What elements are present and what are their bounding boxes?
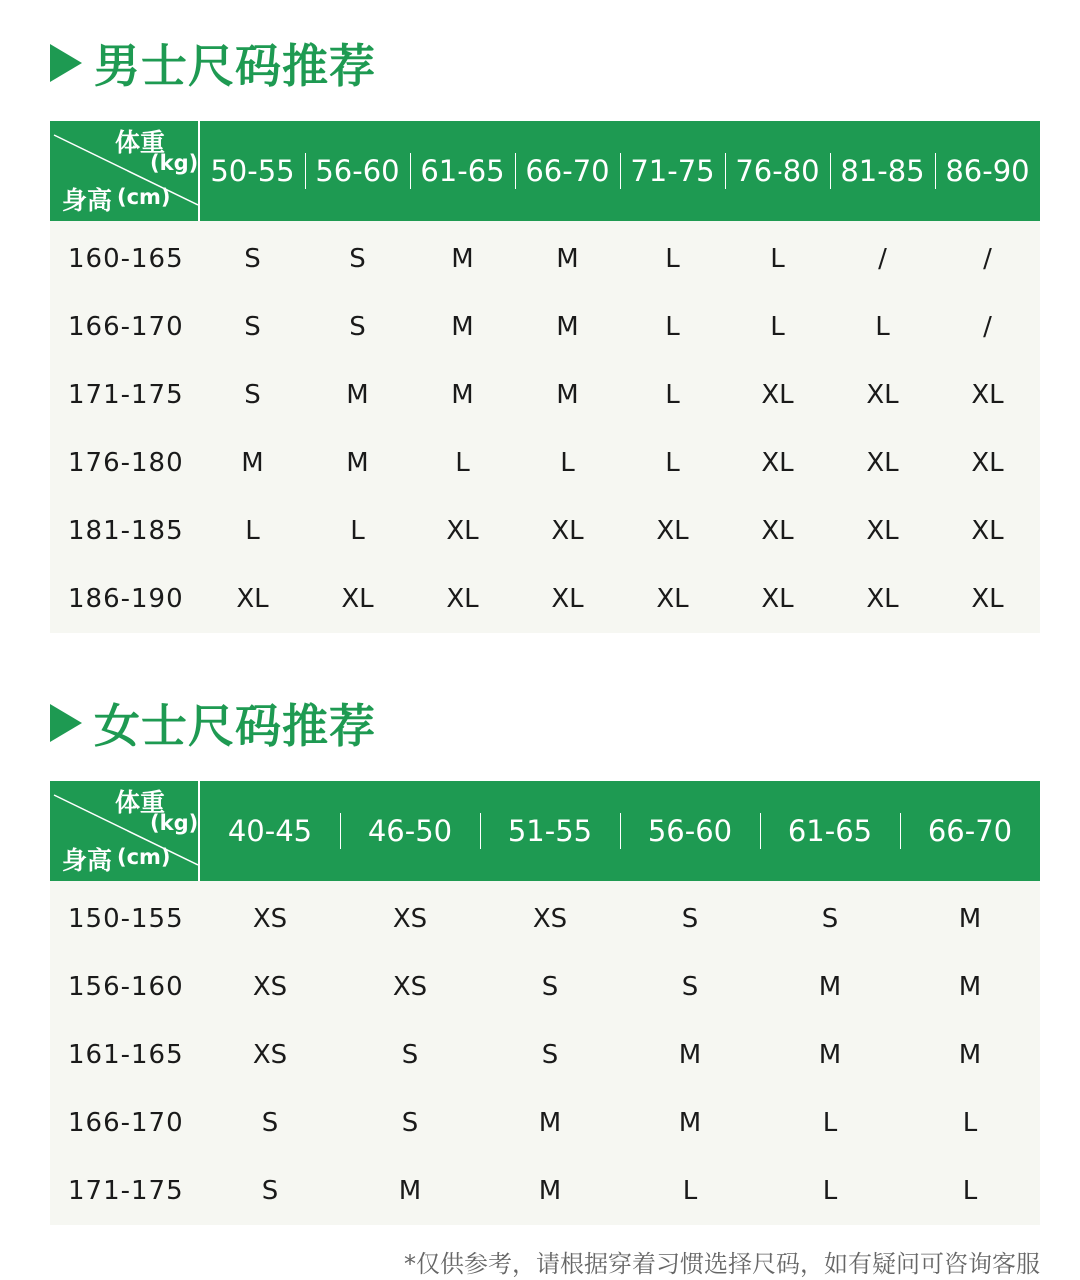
table-row (50, 953, 1040, 1021)
size-cell: XS (392, 904, 428, 934)
size-cell: M (818, 1040, 842, 1070)
men-section-title (50, 33, 376, 93)
weight-unit: (kg) (150, 151, 199, 175)
size-cell: S (541, 1040, 559, 1070)
size-cell: XL (866, 380, 899, 410)
table-row (50, 1157, 1040, 1225)
weight-column-header: 51-55 (480, 814, 620, 848)
weight-column-header: 81-85 (830, 154, 935, 188)
height-range-label: 186-190 (68, 584, 184, 614)
play-triangle-icon (50, 704, 82, 742)
size-cell: M (451, 244, 474, 274)
height-label: 身高 (62, 846, 113, 875)
table-row (50, 885, 1040, 953)
weight-column-header: 40-45 (227, 814, 313, 848)
size-cell: XL (236, 584, 269, 614)
table-row (50, 1089, 1040, 1157)
size-cell: XL (761, 584, 794, 614)
size-cell: S (261, 1176, 279, 1206)
men-title-text: 男士尺码推荐 (94, 39, 376, 93)
play-triangle-icon (50, 44, 82, 82)
row-cells (200, 1176, 1040, 1206)
weight-label: 体重 (115, 788, 166, 817)
size-cell: XS (252, 972, 288, 1002)
size-cell: XL (971, 380, 1004, 410)
size-cell: L (962, 1108, 978, 1138)
size-cell: M (958, 1040, 982, 1070)
weight-unit: (kg) (150, 811, 199, 835)
table-row (50, 225, 1040, 293)
size-cell: L (770, 312, 785, 342)
height-unit: (cm) (117, 185, 171, 209)
height-range-label: 166-170 (68, 1108, 184, 1138)
height-range-label: 156-160 (68, 972, 184, 1002)
size-cell: L (822, 1108, 838, 1138)
table-row (50, 293, 1040, 361)
size-cell: L (665, 244, 680, 274)
table-row (50, 565, 1040, 633)
size-cell: L (875, 312, 890, 342)
size-cell: S (261, 1108, 279, 1138)
size-cell: L (350, 516, 365, 546)
weight-column-header: 61-65 (410, 154, 515, 188)
size-cell: M (556, 380, 579, 410)
size-cell: XL (656, 516, 689, 546)
size-cell: S (821, 904, 839, 934)
height-range-label: 166-170 (68, 312, 184, 342)
size-cell: XL (551, 584, 584, 614)
row-cells (200, 380, 1040, 410)
size-cell: M (556, 312, 579, 342)
row-cells (200, 516, 1040, 546)
size-cell: L (245, 516, 260, 546)
height-range-label: 150-155 (68, 904, 184, 934)
size-cell: S (401, 1108, 419, 1138)
men-table-header (50, 121, 1040, 221)
size-cell: S (541, 972, 559, 1002)
size-cell: M (346, 380, 369, 410)
table-row (50, 1021, 1040, 1089)
row-cells (200, 1108, 1040, 1138)
size-cell: XL (971, 584, 1004, 614)
height-range-label: 161-165 (68, 1040, 184, 1070)
height-range-label: 181-185 (68, 516, 184, 546)
size-cell: / (878, 244, 887, 274)
height-range-label: 171-175 (68, 380, 184, 410)
size-cell: M (346, 448, 369, 478)
size-cell: L (770, 244, 785, 274)
weight-column-header: 46-50 (340, 814, 480, 848)
size-cell: M (556, 244, 579, 274)
table-row (50, 497, 1040, 565)
size-cell: / (983, 244, 992, 274)
height-range-label: 176-180 (68, 448, 184, 478)
size-cell: S (681, 972, 699, 1002)
size-cell: S (401, 1040, 419, 1070)
size-cell: M (818, 972, 842, 1002)
size-cell: M (958, 904, 982, 934)
women-corner-cell (50, 781, 200, 881)
men-weight-columns (200, 121, 1040, 221)
size-cell: L (962, 1176, 978, 1206)
size-cell: XS (252, 1040, 288, 1070)
size-cell: XL (761, 516, 794, 546)
table-row (50, 429, 1040, 497)
size-cell: XL (446, 516, 479, 546)
women-section-title (50, 693, 376, 753)
height-range-label: 171-175 (68, 1176, 184, 1206)
row-cells (200, 312, 1040, 342)
size-cell: M (678, 1040, 702, 1070)
women-weight-columns (200, 781, 1040, 881)
size-cell: L (665, 312, 680, 342)
men-table-body (50, 221, 1040, 633)
size-cell: M (678, 1108, 702, 1138)
size-cell: XL (341, 584, 374, 614)
size-cell: L (682, 1176, 698, 1206)
size-cell: XS (532, 904, 568, 934)
size-cell: M (451, 380, 474, 410)
weight-column-header: 66-70 (515, 154, 620, 188)
size-cell: XL (761, 380, 794, 410)
weight-column-header: 66-70 (900, 814, 1040, 848)
size-cell: XL (551, 516, 584, 546)
size-cell: / (983, 312, 992, 342)
size-cell: XL (971, 516, 1004, 546)
row-cells (200, 584, 1040, 614)
height-label: 身高 (62, 186, 113, 215)
weight-column-header: 50-55 (210, 154, 295, 188)
weight-column-header: 71-75 (620, 154, 725, 188)
weight-column-header: 76-80 (725, 154, 830, 188)
table-row (50, 361, 1040, 429)
size-cell: S (349, 312, 366, 342)
size-cell: XS (252, 904, 288, 934)
size-cell: M (958, 972, 982, 1002)
row-cells (200, 448, 1040, 478)
men-corner-cell (50, 121, 200, 221)
size-cell: XL (446, 584, 479, 614)
size-cell: S (244, 244, 261, 274)
women-table-header (50, 781, 1040, 881)
size-cell: M (538, 1176, 562, 1206)
size-cell: L (560, 448, 575, 478)
size-cell: XL (656, 584, 689, 614)
size-cell: M (451, 312, 474, 342)
row-cells (200, 972, 1040, 1002)
size-cell: S (244, 312, 261, 342)
weight-column-header: 86-90 (935, 154, 1040, 188)
size-cell: XL (866, 584, 899, 614)
size-cell: S (681, 904, 699, 934)
size-cell: L (665, 448, 680, 478)
row-cells (200, 1040, 1040, 1070)
size-cell: M (538, 1108, 562, 1138)
size-cell: XS (392, 972, 428, 1002)
women-title-text: 女士尺码推荐 (94, 699, 376, 753)
weight-column-header: 56-60 (305, 154, 410, 188)
size-cell: L (822, 1176, 838, 1206)
size-cell: M (398, 1176, 422, 1206)
weight-column-header: 61-65 (760, 814, 900, 848)
height-unit: (cm) (117, 845, 171, 869)
size-cell: S (244, 380, 261, 410)
weight-label: 体重 (115, 128, 166, 157)
women-table-body (50, 881, 1040, 1225)
women-size-table (50, 781, 1040, 1225)
men-size-table (50, 121, 1040, 633)
size-cell: XL (866, 448, 899, 478)
size-cell: XL (866, 516, 899, 546)
size-cell: S (349, 244, 366, 274)
size-cell: XL (761, 448, 794, 478)
footnote: *仅供参考，请根据穿着习惯选择尺码，如有疑问可咨询客服 (404, 1250, 1040, 1278)
height-range-label: 160-165 (68, 244, 184, 274)
size-cell: M (241, 448, 264, 478)
size-cell: L (665, 380, 680, 410)
row-cells (200, 904, 1040, 934)
row-cells (200, 244, 1040, 274)
size-cell: XL (971, 448, 1004, 478)
size-cell: L (455, 448, 470, 478)
weight-column-header: 56-60 (620, 814, 760, 848)
